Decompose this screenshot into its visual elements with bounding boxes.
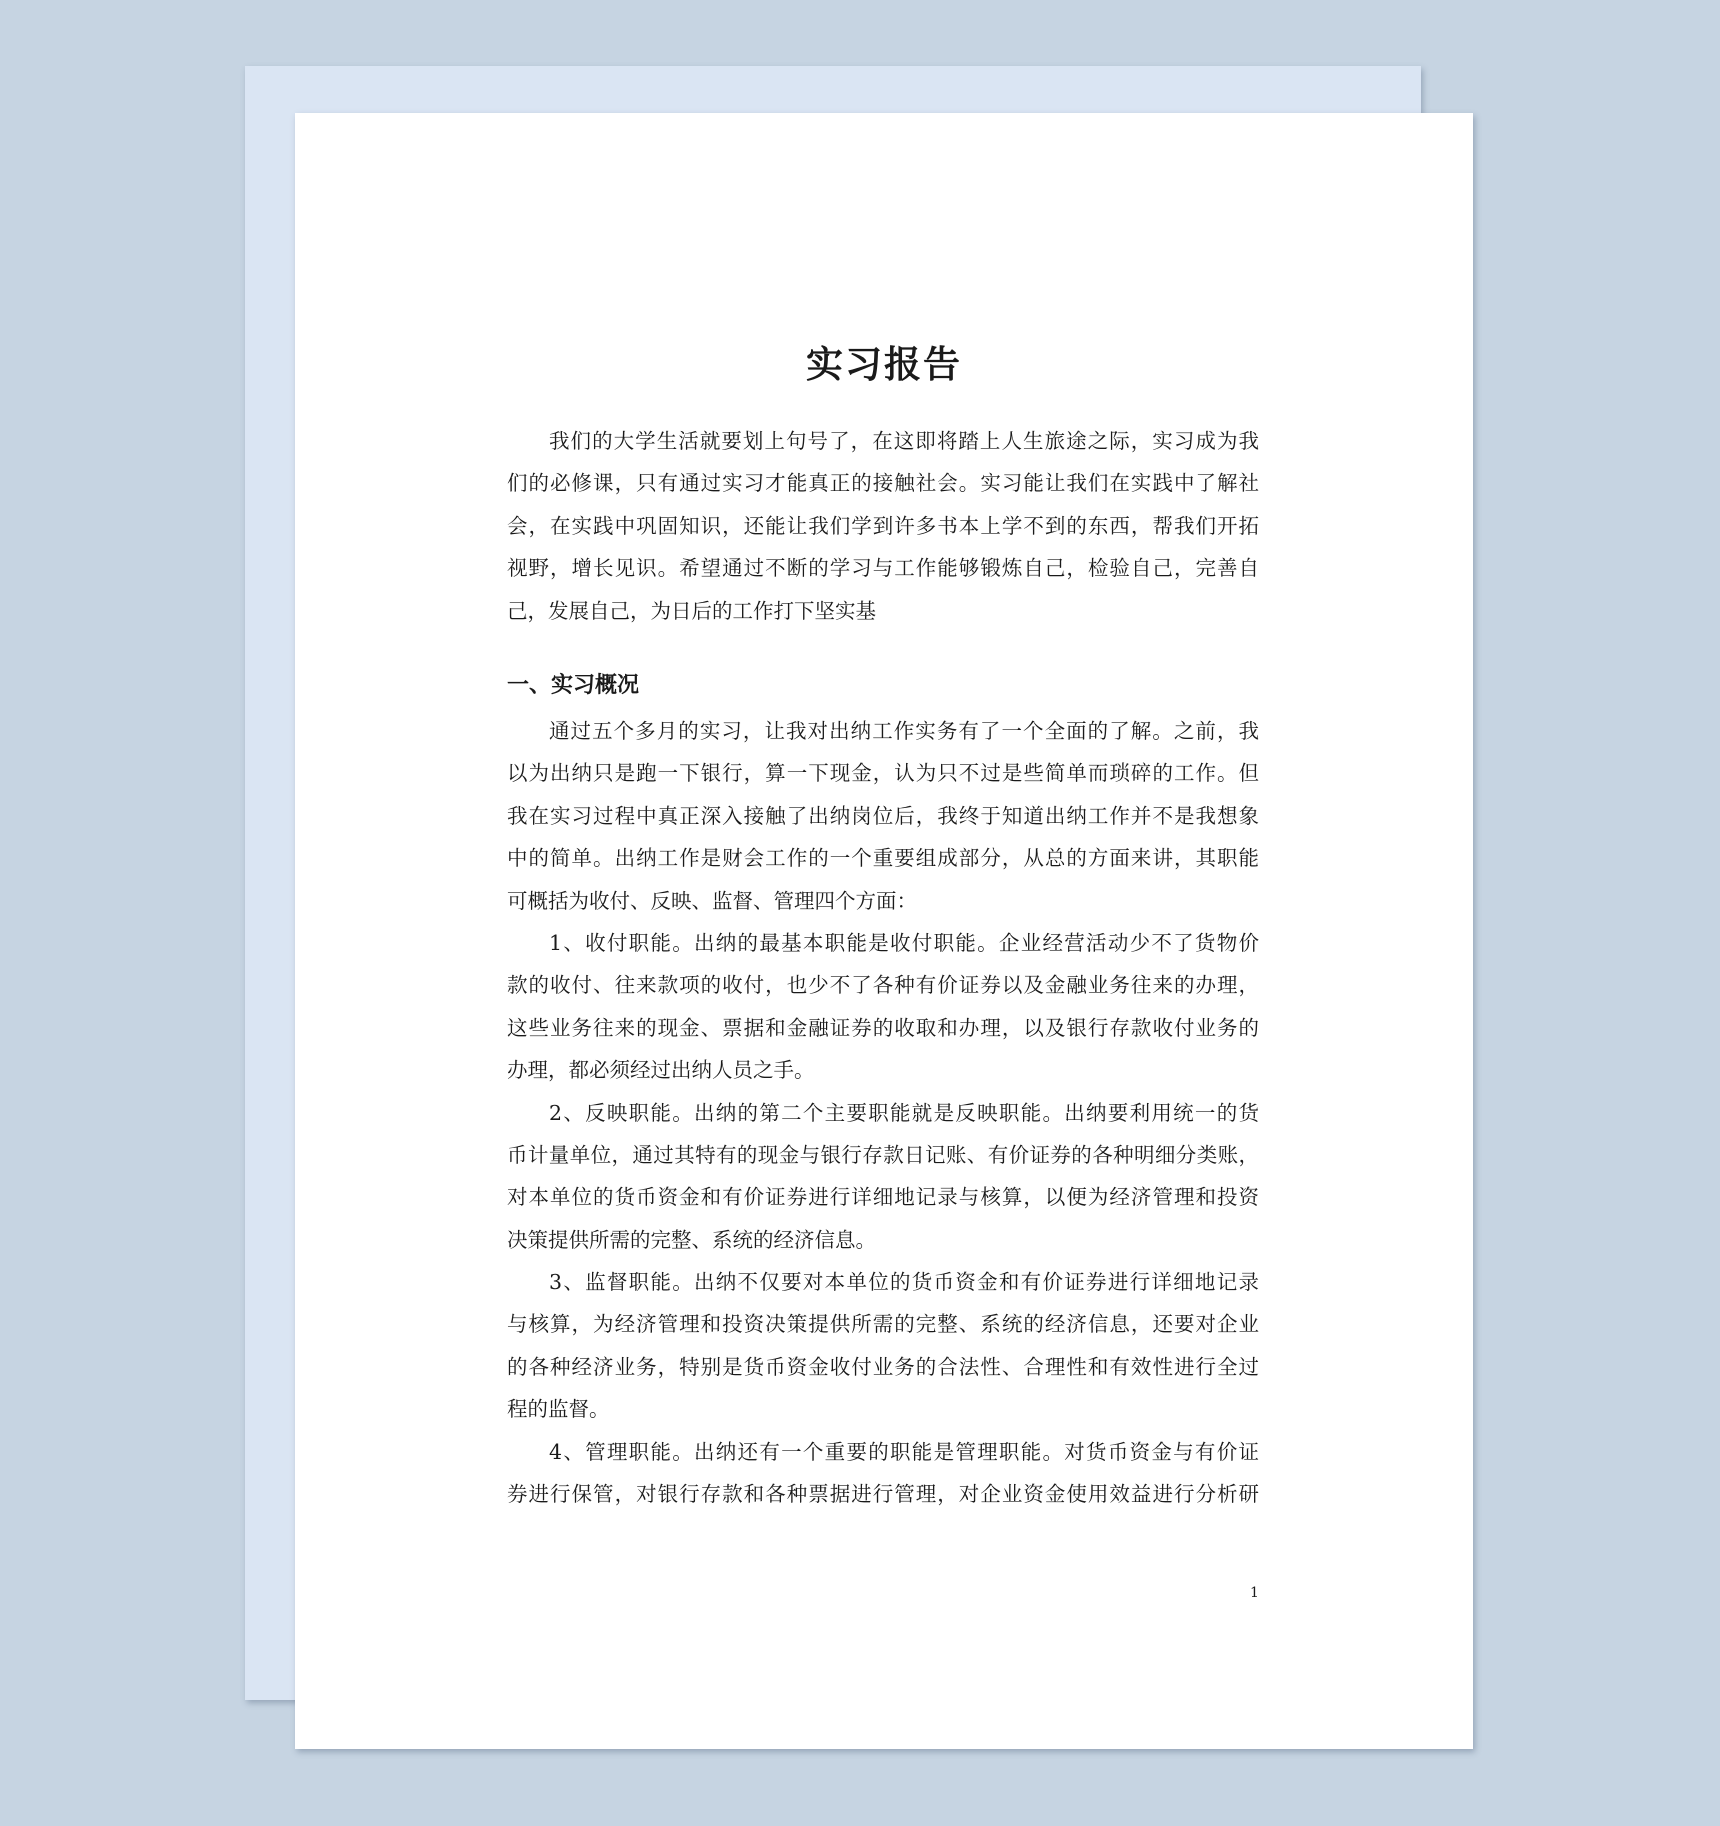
text-line: 中的简单。出纳工作是财会工作的一个重要组成部分，从总的方面来讲，其职能 <box>507 846 1259 871</box>
text-line: 这些业务往来的现金、票据和金融证券的收取和办理，以及银行存款收付业务的 <box>507 1015 1259 1040</box>
text-line: 与核算，为经济管理和投资决策提供所需的完整、系统的经济信息，还要对企业 <box>507 1312 1259 1337</box>
text-line: 以为出纳只是跑一下银行，算一下现金，认为只不过是些简单而琐碎的工作。但 <box>507 761 1259 786</box>
text-line: 会，在实践中巩固知识，还能让我们学到许多书本上学不到的东西，帮我们开拓 <box>507 513 1259 538</box>
text-line: 对本单位的货币资金和有价证券进行详细地记录与核算，以便为经济管理和投资 <box>507 1185 1259 1210</box>
text-line: 2、反映职能。出纳的第二个主要职能就是反映职能。出纳要利用统一的货 <box>549 1100 1259 1125</box>
text-line: 3、监督职能。出纳不仅要对本单位的货币资金和有价证券进行详细地记录 <box>549 1270 1259 1295</box>
paragraph <box>507 1431 1259 1516</box>
text-line: 币计量单位，通过其特有的现金与银行存款日记账、有价证券的各种明细分类账， <box>507 1142 1259 1167</box>
paragraph <box>507 710 1259 922</box>
text-line: 己，发展自己，为日后的工作打下坚实基 <box>507 598 876 623</box>
page-number: 1 <box>1250 1585 1259 1601</box>
text-line: 可概括为收付、反映、监督、管理四个方面： <box>507 888 917 913</box>
text-line: 决策提供所需的完整、系统的经济信息。 <box>507 1227 876 1252</box>
text-line: 4、管理职能。出纳还有一个重要的职能是管理职能。对货币资金与有价证 <box>549 1439 1259 1464</box>
document-title: 实习报告 <box>806 342 962 386</box>
intro-paragraph <box>507 420 1259 632</box>
text-line: 款的收付、往来款项的收付，也少不了各种有价证券以及金融业务往来的办理， <box>507 973 1259 998</box>
paragraph <box>507 1261 1259 1431</box>
section-heading: 一、实习概况 <box>507 672 640 698</box>
text-line: 视野，增长见识。希望通过不断的学习与工作能够锻炼自己，检验自己，完善自 <box>507 556 1259 581</box>
document-page <box>295 113 1473 1749</box>
text-line: 通过五个多月的实习，让我对出纳工作实务有了一个全面的了解。之前，我 <box>549 719 1259 743</box>
text-line: 的各种经济业务，特别是货币资金收付业务的合法性、合理性和有效性进行全过 <box>507 1354 1259 1379</box>
paragraph <box>507 922 1259 1092</box>
text-line: 1、收付职能。出纳的最基本职能是收付职能。企业经营活动少不了货物价 <box>549 930 1259 955</box>
text-line: 我们的大学生活就要划上句号了，在这即将踏上人生旅途之际，实习成为我 <box>549 429 1259 453</box>
text-line: 我在实习过程中真正深入接触了出纳岗位后，我终于知道出纳工作并不是我想象 <box>507 803 1259 828</box>
paragraph <box>507 1092 1259 1262</box>
text-line: 程的监督。 <box>507 1397 610 1422</box>
text-line: 办理，都必须经过出纳人员之手。 <box>507 1058 815 1083</box>
section-body <box>507 710 1259 1515</box>
text-line: 券进行保管，对银行存款和各种票据进行管理，对企业资金使用效益进行分析研 <box>507 1482 1259 1507</box>
text-line: 们的必修课，只有通过实习才能真正的接触社会。实习能让我们在实践中了解社 <box>507 471 1259 496</box>
